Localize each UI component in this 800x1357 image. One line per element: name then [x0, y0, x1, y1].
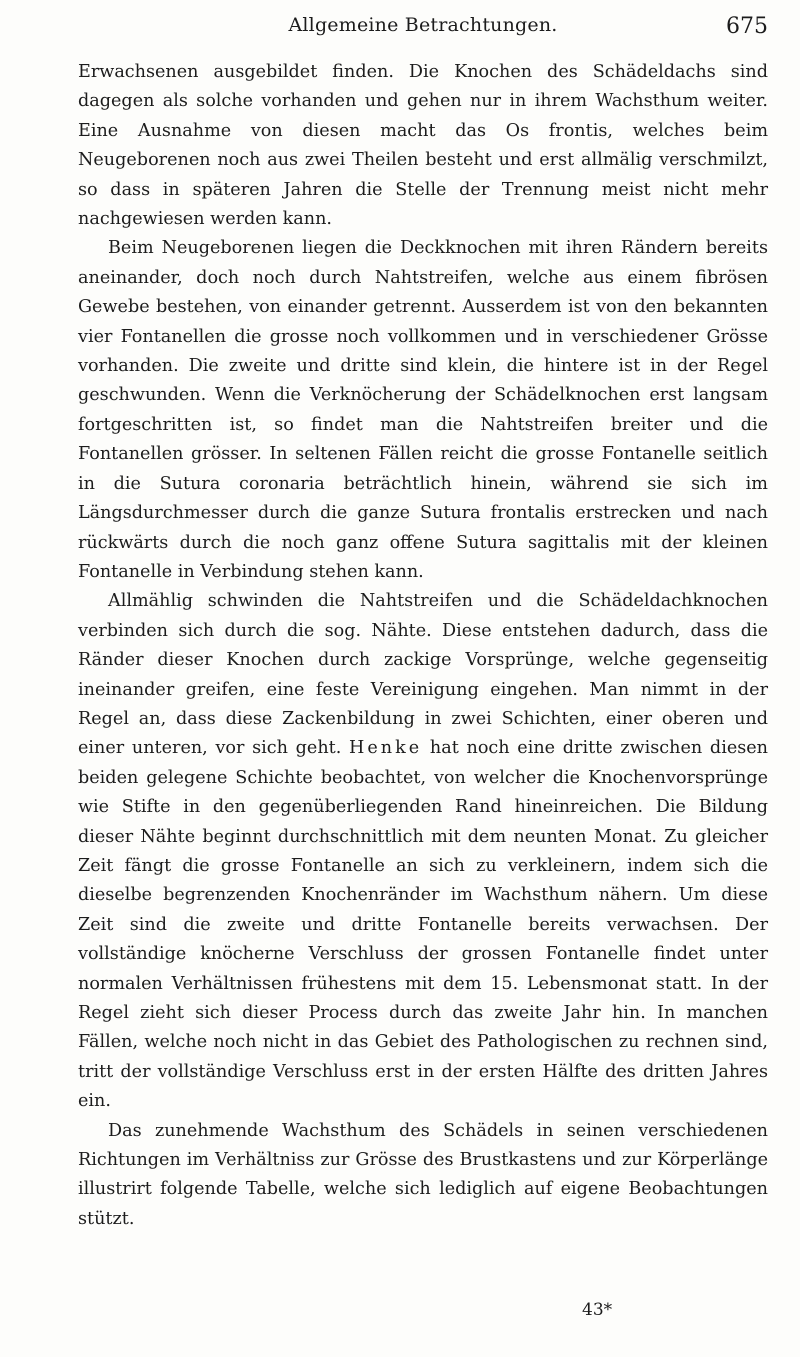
page-header [78, 14, 768, 44]
paragraph-4: Das zunehmende Wachsthum des Schädels in seinen verschiedenen Richtungen im Verhältniss zur Grösse des Brustkastens und zur Körperlänge illustrirt folgende Tabelle, welche sich lediglich auf eigene Beobachtungen stützt. [78, 1120, 768, 1229]
paragraph-1: Erwachsenen ausgebildet finden. Die Knochen des Schädeldachs sind dagegen als solche vorhanden und gehen nur in ihrem Wachsthum weiter. Eine Ausnahme von diesen macht das Os frontis, welches beim Neugeborenen noch aus zwei Theilen besteht und erst allmälig verschmilzt, so dass in späteren Jahren die Stelle der Trennung meist nicht mehr nachgewiesen werden kann. [78, 62, 768, 230]
sheet-signature: 43* [582, 1300, 613, 1320]
page-number: 675 [726, 14, 768, 39]
paragraph-2: Beim Neugeborenen liegen die Deckknochen mit ihren Rändern bereits aneinander, doch noch durch Nahtstreifen, welche aus einem fibrösen Gewebe bestehen, von einander getrennt. Ausserdem ist von den bekannten vier Fontanellen die grosse noch vollkommen und in verschiedener Grösse vorhanden. Die zweite und dritte sind klein, die hintere ist in der Regel geschwunden. Wenn die Verknöcherung der Schädelknochen erst langsam fortgeschritten ist, so findet man die Nahtstreifen breiter und die Fontanellen grösser. In seltenen Fällen reicht die grosse Fontanelle seitlich in die Sutura coronaria beträchtlich hinein, während sie sich im Längsdurchmesser durch die ganze Sutura frontalis erstrecken und nach rückwärts durch die noch ganz offene Sutura sagittalis mit der kleinen Fontanelle in Verbindung stehen kann. [78, 238, 768, 582]
paragraph-3-text-after: hat noch eine dritte zwischen diesen beiden gelegene Schichte beobachtet, von welcher die Knochenvorsprünge wie Stifte in den gegenüberliegenden Rand hineinreichen. Die Bildung dieser Nähte beginnt durchschnittlich mit dem neunten Monat. Zu gleicher Zeit fängt die grosse Fontanelle an sich zu verkleinern, indem sich die dieselbe begrenzenden Knochenränder im Wachsthum nähern. Um diese Zeit sind die zweite und dritte Fontanelle bereits verwachsen. Der vollständige knöcherne Verschluss der grossen Fontanelle findet unter normalen Verhältnissen frühestens mit dem 15. Lebensmonat statt. In der Regel zieht sich dieser Process durch das zweite Jahr hin. In manchen Fällen, welche noch nicht in das Gebiet des Pathologischen zu rechnen sind, tritt der vollständige Verschluss erst in der ersten Hälfte des dritten Jahres ein. [78, 738, 769, 1112]
paragraph-3-text-before: Allmählig schwinden die Nahtstreifen und die Schädeldachknochen verbinden sich durch die sog. Nähte. Diese entstehen dadurch, dass die Ränder dieser Knochen durch zackige Vorsprünge, welche gegenseitig ineinander greifen, eine feste Vereinigung eingehen. Man nimmt in der Regel an, dass diese Zackenbildung in zwei Schichten, einer oberen und einer unteren, vor sich geht. [78, 591, 768, 759]
author-name: Henke [349, 738, 423, 759]
body-text [78, 58, 768, 1234]
running-title: Allgemeine Betrachtungen. [288, 14, 558, 36]
paragraph-3 [78, 587, 768, 1116]
